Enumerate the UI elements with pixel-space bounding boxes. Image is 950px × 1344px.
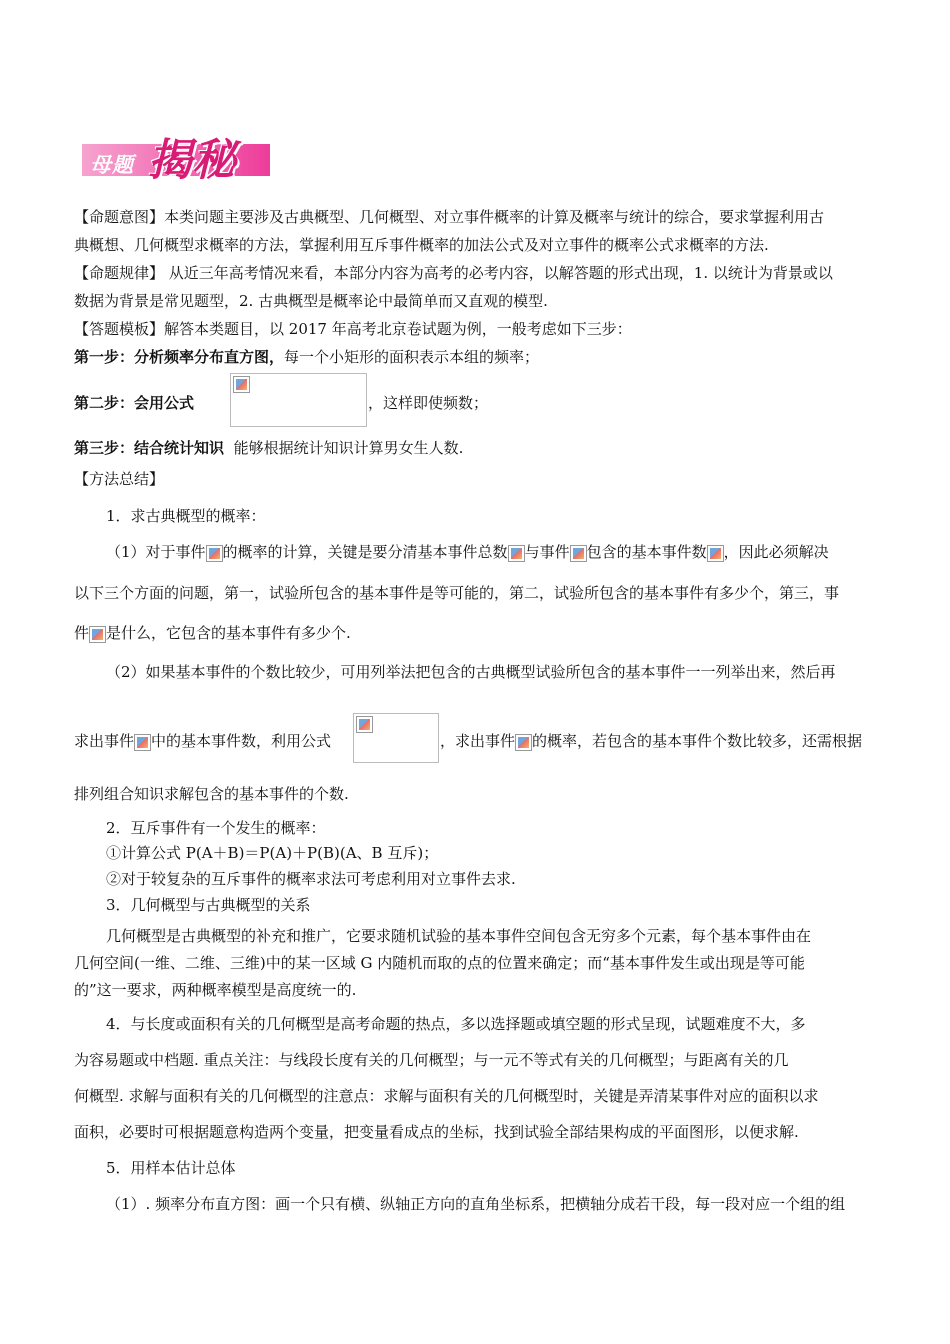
text-segment: 件 [74,624,90,642]
paragraph-line: 几何空间(一维、二维、三维)中的某一区域 G 内随机而取的点的位置来确定；而“基本事件发生或出现是等可能 [74,954,805,972]
paragraph-line: 何概型. 求解与面积有关的几何概型的注意点：求解与面积有关的几何概型时，关键是弄清某事件对应的面积以求 [74,1087,819,1105]
paragraph-line: 5．用样本估计总体 [106,1159,236,1177]
paragraph-line [440,730,862,751]
paragraph-line: 典概想、几何概型求概率的方法，掌握利用互斥事件概率的加法公式及对立事件的概率公式求概率的方法. [74,236,769,254]
banner-small-text: 母题 [90,153,134,177]
event-a-image-icon [206,545,223,562]
event-a-image-icon [89,626,106,643]
step-three-text: 能够根据统计知识计算男女生人数. [233,439,464,457]
paragraph-line: 【答题模板】解答本类题目，以 2017 年高考北京卷试题为例，一般考虑如下三步： [74,320,632,338]
text-segment: 是什么，它包含的基本事件有多少个. [106,624,351,642]
step-one-title: 第一步：分析频率分布直方图， [74,348,285,366]
formula-image-icon [356,716,373,733]
count-m-image-icon [707,545,724,562]
formula-image-frame [230,373,367,427]
paragraph-line: 1．求古典概型的概率： [106,507,266,525]
paragraph-line: 【命题规律】 从近三年高考情况来看，本部分内容为高考的必考内容，以解答题的形式出现，1. 以统计为背景或以 [74,264,833,282]
paragraph-line: 面积，必要时可根据题意构造两个变量，把变量看成点的坐标，找到试验全部结果构成的平面图形，以便求解. [74,1123,799,1141]
step-two-text: ，这样即使频数； [368,394,489,412]
text-segment: 求出事件 [74,732,135,750]
text-segment: 的概率的计算，关键是要分清基本事件总数 [222,543,508,561]
text-segment: 与事件 [524,543,570,561]
step-one [74,346,539,367]
step-three [74,437,463,458]
step-three-title: 第三步：结合统计知识 [74,439,225,457]
paragraph-line: 以下三个方面的问题，第一，试验所包含的基本事件是等可能的，第二，试验所包含的基本事件有多少个，第三，事 [74,584,840,602]
paragraph-line: 数据为背景是常见题型，2. 古典概型是概率论中最简单而又直观的模型. [74,292,548,310]
section-banner [82,124,272,186]
formula-image-icon [233,376,250,393]
paragraph-line: 几何概型是古典概型的补充和推广，它要求随机试验的基本事件空间包含无穷多个元素，每个基本事件由在 [106,927,812,945]
paragraph-line: 4．与长度或面积有关的几何概型是高考命题的热点，多以选择题或填空题的形式呈现，试题难度不大，多 [106,1015,806,1033]
paragraph-line [106,541,829,562]
text-segment: （1）对于事件 [106,543,206,561]
text-segment: ，因此必须解决 [723,543,829,561]
text-segment: 包含的基本事件数 [586,543,707,561]
paragraph-line: 【命题意图】本类问题主要涉及古典概型、几何概型、对立事件概率的计算及概率与统计的综合，要求掌握利用古 [74,208,825,226]
paragraph-line: ②对于较复杂的互斥事件的概率求法可考虑利用对立事件去求. [106,870,516,888]
paragraph-line: 的”这一要求，两种概率模型是高度统一的. [74,981,357,999]
paragraph-line: ①计算公式 P(A＋B)＝P(A)＋P(B)(A、B 互斥)； [106,844,439,862]
text-segment: ，求出事件 [440,732,516,750]
text-segment: 中的基本事件数，利用公式 [151,732,332,750]
formula-image-frame [353,713,439,763]
paragraph-line [74,730,331,751]
paragraph-line: 【方法总结】 [74,470,165,488]
step-one-text: 每一个小矩形的面积表示本组的频率； [284,348,540,366]
paragraph-line: （1）. 频率分布直方图：画一个只有横、纵轴正方向的直角坐标系，把横轴分成若干段，每一段对应一个组的组 [106,1195,846,1213]
event-a-image-icon [134,734,151,751]
banner-big-text: 揭秘 [148,135,236,186]
paragraph-line: 为容易题或中档题. 重点关注：与线段长度有关的几何概型；与一元不等式有关的几何概型；与距离有关的几 [74,1051,789,1069]
event-a-image-icon [570,545,587,562]
paragraph-line: 2．互斥事件有一个发生的概率： [106,819,326,837]
event-a-image-icon [515,734,532,751]
paragraph-line: （2）如果基本事件的个数比较少，可用列举法把包含的古典概型试验所包含的基本事件一一列举出来，然后再 [106,663,836,681]
paragraph-line [74,622,351,643]
paragraph-line: 3．几何概型与古典概型的关系 [106,896,311,914]
total-n-image-icon [508,545,525,562]
text-segment: 的概率，若包含的基本事件个数比较多，还需根据 [532,732,863,750]
step-two-title: 第二步：会用公式 [74,394,195,412]
step-two [74,392,194,413]
paragraph-line: 排列组合知识求解包含的基本事件的个数. [74,785,349,803]
